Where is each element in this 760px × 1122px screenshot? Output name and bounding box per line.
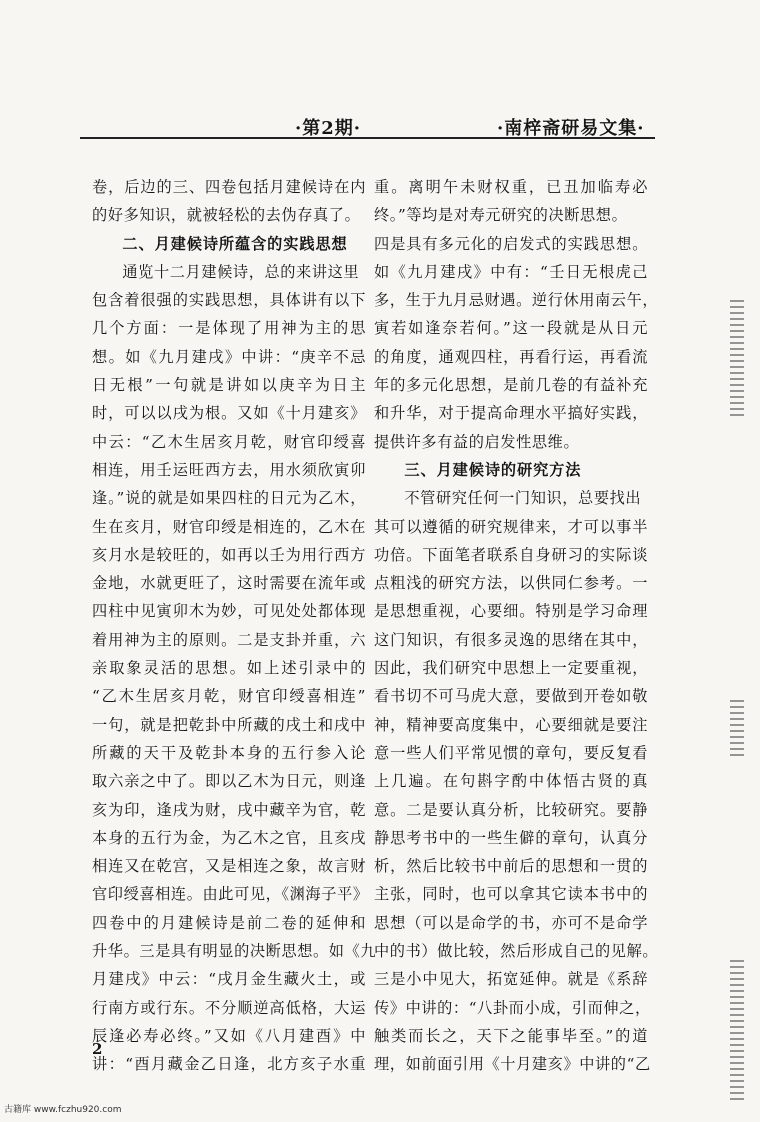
text-line: 着用神为主的原则。二是支卦并重，六 [92,630,366,649]
text-line: 上几遍。在句斟字酌中体悟古贤的真 [374,772,648,791]
left-text-column [92,173,377,1079]
text-line: 看书切不可马虎大意，要做到开卷如敬 [374,687,648,706]
text-line: 重。离明午未财权重，已丑加临寿必 [374,178,648,196]
text-line: 生在亥月，财官印绶是相连的，乙木在 [92,517,366,536]
scan-edge-mark [730,960,744,1100]
text-line: 行南方或行东。不分顺逆高低格，大运 [92,998,366,1017]
text-line: 多，生于九月忌财遇。逆行休用南云午， [374,291,659,310]
text-line: 思想（可以是命学的书，亦可不是命学 [374,913,648,932]
text-line: 日无根”一句就是讲如以庚辛为日主 [92,376,366,395]
text-line: 讲：“酉月藏金乙日逢，北方亥子水重 [92,1055,366,1074]
text-line: “乙木生居亥月乾，财官印绶喜相连” [92,687,366,706]
text-line: 析，然后比较书中前后的思想和一贯的 [374,857,648,876]
text-line: 年的多元化思想，是前几卷的有益补充 [374,376,648,395]
text-line: 提供许多有益的启发性思维。 [374,432,580,451]
page-number: 2 [92,1040,103,1058]
text-line: 四是具有多元化的启发式的实践思想。 [374,234,648,253]
text-line: 的好多知识，就被轻松的去伪存真了。 [92,206,361,225]
text-line: 想。如《九月建戌》中讲：“庚辛不忌 [92,347,366,366]
text-line: 金地，水就更旺了，这时需要在流年或 [92,574,366,593]
text-line: 月建戌》中云：“戌月金生藏火土，或 [92,970,366,989]
text-line: 点粗浅的研究方法，以供同仁参考。一 [374,574,648,593]
text-line: 包含着很强的实践思想，具体讲有以下 [92,291,366,310]
text-line: 理，如前面引用《十月建亥》中讲的“乙 [374,1055,651,1074]
text-line: 四卷中的月建候诗是前二卷的延伸和 [92,913,366,932]
header-issue: ·第2期· [295,118,362,139]
text-line: 升华。三是具有明显的决断思想。如《九 [92,942,377,961]
right-text-column [374,173,659,1079]
text-line: 传》中讲的：“八卦而小成，引而伸之， [374,998,651,1017]
text-line: 静思考书中的一些生僻的章句，认真分 [374,828,648,847]
text-line: 中的书）做比较，然后形成自己的见解。 [374,942,659,961]
header-rule [80,137,655,139]
text-line: 的角度，通观四柱，再看行运，再看流 [374,347,648,366]
text-line: 逢。”说的就是如果四柱的日元为乙木， [92,489,366,508]
text-line: 卷，后边的三、四卷包括月建候诗在内 [92,178,366,196]
text-line: 时，可以以戌为根。又如《十月建亥》 [92,404,366,423]
scan-edge-mark [730,700,744,760]
text-line: 相连，用壬运旺西方去，用水须欣寅卯 [92,460,366,479]
text-line: 主张，同时，也可以拿其它读本书中的 [374,885,648,904]
text-line: 其可以遵循的研究规律来，才可以事半 [374,517,648,536]
text-line: 所藏的天干及乾卦本身的五行参入论 [92,743,366,762]
text-line: 一句，就是把乾卦中所藏的戌土和戌中 [92,715,366,734]
header-series-title: ·南梓斋研易文集· [497,118,645,139]
text-line: 几个方面：一是体现了用神为主的思 [92,319,366,338]
text-line: 亲取象灵活的思想。如上述引录中的 [92,659,366,678]
text-line: 是思想重视，心要细。特别是学习命理 [374,602,648,621]
text-line: 四柱中见寅卯木为妙，可见处处都体现 [92,602,366,621]
text-line: 取六亲之中了。即以乙木为日元，则逢 [92,772,366,791]
text-line: 触类而长之，天下之能事毕至。”的道 [374,1026,648,1045]
text-line: 亥为印，逢戌为财，戌中藏辛为官，乾 [92,800,366,819]
text-line: 相连又在乾宫，又是相连之象，故言财 [92,857,366,876]
section-heading: 二、月建候诗所蕴含的实践思想 [122,234,348,253]
text-line: 功倍。下面笔者联系自身研习的实际谈 [374,545,648,564]
text-line: 不管研究任何一门知识，总要找出 [404,489,642,508]
scan-edge-mark [730,300,744,420]
text-line: 亥月水是较旺的，如再以壬为用行西方 [92,545,366,564]
text-line: 如《九月建戌》中有：“壬日无根虎己 [374,262,648,281]
text-line: 因此，我们研究中思想上一定要重视， [374,659,648,678]
text-line: 寅若如逢奈若何。”这一段就是从日元 [374,319,648,338]
text-line: 通览十二月建候诗，总的来讲这里 [122,262,360,281]
text-line: 中云：“乙木生居亥月乾，财官印绶喜 [92,432,366,451]
text-line: 意。二是要认真分析，比较研究。要静 [374,800,648,819]
text-line: 官印绶喜相连。由此可见，《渊海子平》 [92,885,369,904]
text-line: 这门知识，有很多灵逸的思绪在其中， [374,630,648,649]
text-line: 三是小中见大，拓宽延伸。就是《系辞 [374,970,648,989]
text-line: 辰逢必寿必终。”又如《八月建酉》中 [92,1026,366,1045]
text-line: 神，精神要高度集中，心要细就是要注 [374,715,648,734]
text-line: 和升华，对于提高命理水平搞好实践， [374,404,648,423]
section-heading: 三、月建候诗的研究方法 [404,460,582,479]
text-line: 终。”等均是对寿元研究的决断思想。 [374,206,628,225]
text-line: 本身的五行为金，为乙木之官，且亥戌 [92,828,366,847]
site-watermark: 古籍库 www.fczhu920.com [4,1105,122,1115]
text-line: 意一些人们平常见惯的章句，要反复看 [374,743,648,762]
